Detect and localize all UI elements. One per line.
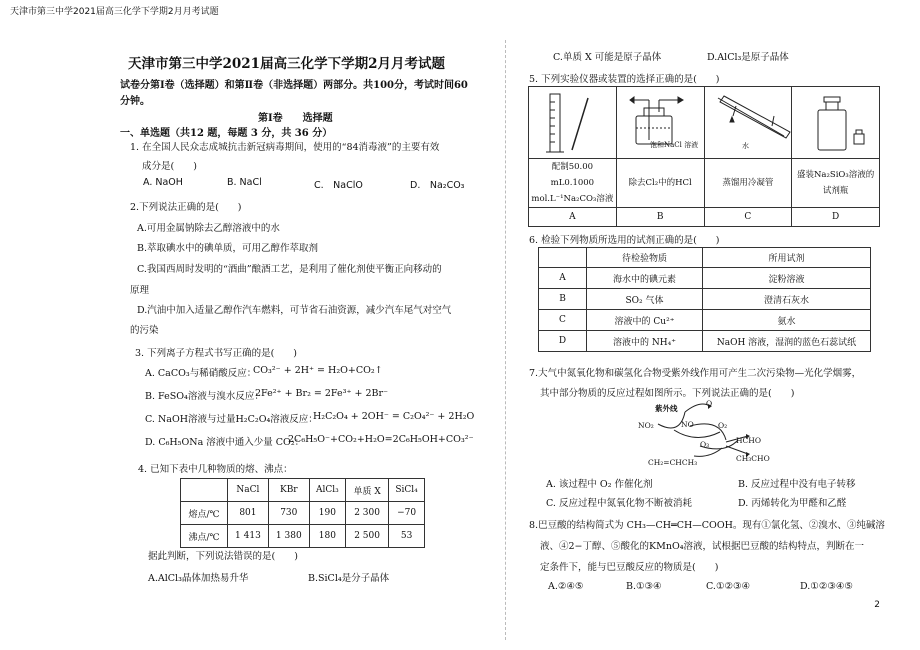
intro-line-2: 分钟。 [120,96,150,107]
q3-stem: 3. 下列离子方程式书写正确的是( ) [135,348,297,359]
q2-option-b: B.萃取碘水中的碘单质，可用乙醇作萃取剂 [137,243,319,254]
q8-stem-3: 定条件下，能与巴豆酸反应的物质是( ) [540,562,719,573]
q5-desc-cell-a [529,159,617,208]
q6-cell: 氨水 [703,310,871,331]
q7-uv-label: 紫外线 [655,404,678,413]
q5-apparatus-drawings [528,86,880,158]
q3-option-b-label: B. FeSO₄溶液与溴水反应： [145,391,264,402]
intro-line-1: 试卷分第Ⅰ卷（选择题）和第Ⅱ卷（非选择题）两部分。共100分，考试时间60 [120,80,468,91]
gas-washing-bottle-icon [630,97,683,144]
q8-stem-2: 液、④2−丁醇、⑤酸化的KMnO₄溶液，试根据巴豆酸的结构特点，判断在一 [540,541,865,552]
q6-stem: 6. 检验下列物质所选用的试剂正确的是( ) [529,235,720,246]
q3-option-b-equation: 2Fe²⁺ + Br₂ = 2Fe³⁺ + 2Br⁻ [255,388,389,399]
section-title: 第Ⅰ卷 选择题 [258,113,333,124]
q7-o2-label: O₂ [718,421,728,430]
q7-hcho-label: HCHO [736,436,761,445]
q6-header-cell: 所用试剂 [703,248,871,268]
q4-cell: 沸点/℃ [181,525,228,548]
q3-option-c-label: C. NaOH溶液与过量H₂C₂O₄溶液反应： [145,414,318,425]
q4-after-text: 据此判断，下列说法错误的是( ) [148,551,298,562]
q7-option-a: A. 该过程中 O₂ 作催化剂 [546,479,653,490]
q6-cell: D [539,331,587,352]
q3-option-d-equation: 2C₆H₅O⁻+CO₂+H₂O=2C₆H₅OH+CO₃²⁻ [288,434,474,445]
q5-desc-d-2: 试剂瓶 [822,186,849,196]
q5-letter-d: D [792,208,880,227]
q7-o3-label: O₃ [700,440,710,449]
q2-option-c-1: C.我国西周时发明的“酒曲”酿酒工艺，是利用了催化剂使平衡正向移动的 [137,264,442,275]
q6-cell: 澄清石灰水 [703,289,871,310]
q5-nacl-label: 饱和NaCl 溶液 [650,141,699,149]
q7-no2-label: NO₂ [638,421,654,430]
q4-cell: 730 [268,502,309,525]
q1-option-d: D. Na₂CO₃ [410,180,465,191]
q3-option-d-label: D. C₆H₅ONa 溶液中通入少量 CO₂： [145,437,305,448]
q4-option-c: C.单质 X 可能是原子晶体 [553,52,662,63]
q4-cell: 2 300 [346,502,389,525]
q2-option-d-2: 的污染 [130,325,159,336]
q5-desc-cell-c [704,159,792,208]
q2-stem: 2.下列说法正确的是( ) [130,202,242,213]
q5-desc-c-1: 蒸馏用冷凝管 [722,178,774,188]
q7-option-d: D. 丙烯转化为甲醛和乙醛 [738,498,847,509]
exam-title: 天津市第三中学2021届高三化学下学期2月月考试题 [128,56,445,72]
q8-option-a: A.②④⑤ [548,581,584,592]
q4-header-cell: SiCl₄ [389,479,425,502]
q5-desc-cell-b [616,159,704,208]
q4-cell: 1 413 [228,525,269,548]
q6-reagent-table [538,247,871,352]
page-header: 天津市第三中学2021届高三化学下学期2月月考试题 [10,7,219,17]
q2-option-d-1: D.汽油中加入适量乙醇作汽车燃料，可节省石油资源，减少汽车尾气对空气 [137,305,452,316]
q6-header-cell: 待检验物质 [587,248,703,268]
q6-cell: 海水中的碘元素 [587,268,703,289]
q6-cell: NaOH 溶液，湿润的蓝色石蕊试纸 [703,331,871,352]
q5-stem: 5. 下列实验仪器或装置的选择正确的是( ) [529,74,720,85]
q4-cell: 801 [228,502,269,525]
q7-stem-2: 其中部分物质的反应过程如图所示。下列说法正确的是( ) [540,388,795,399]
q4-cell: 2 500 [346,525,389,548]
q4-option-d: D.AlCl₃是原子晶体 [707,52,789,63]
q4-option-b: B.SiCl₄是分子晶体 [308,573,390,584]
q4-header-cell: KBr [268,479,309,502]
q5-desc-b-1: 除去Cl₂中的HCl [628,178,692,188]
q6-cell: 淀粉溶液 [703,268,871,289]
q7-stem-1: 7.大气中氮氧化物和碳氢化合物受紫外线作用可产生二次污染物—光化学烟雾， [529,368,862,379]
condenser-icon [718,96,790,138]
q5-desc-a-1: 配制50.00 mL0.1000 [550,162,595,188]
q8-stem-1: 8.巴豆酸的结构简式为 CH₃—CH═CH—COOH。现有①氯化氢、②溴水、③纯碱溶 [529,520,885,531]
q7-option-c: C. 反应过程中氮氧化物不断被消耗 [546,498,692,509]
q4-cell: 53 [389,525,425,548]
q4-melting-boiling-table [180,478,425,548]
q4-option-a: A.AlCl₃晶体加热易升华 [148,573,249,584]
q1-option-a: A. NaOH [143,177,183,188]
q4-cell: 熔点/℃ [181,502,228,525]
q8-option-b: B.①③④ [626,581,662,592]
q1-option-b: B. NaCl [227,177,262,188]
q6-cell: 溶液中的 Cu²⁺ [587,310,703,331]
q4-header-cell [181,479,228,502]
q5-letter-b: B [616,208,704,227]
q4-cell: 1 380 [268,525,309,548]
q5-desc-a-2: mol.L⁻¹Na₂CO₃溶液 [531,194,614,204]
q6-cell: B [539,289,587,310]
q5-water-label: 水 [742,142,749,150]
q3-option-a-equation: CO₃²⁻ + 2H⁺ = H₂O+CO₂↑ [253,365,383,376]
q5-letter-a: A [529,208,617,227]
q2-option-c-2: 原理 [130,285,150,296]
q7-propene-label: CH₂=CHCH₃ [648,458,698,467]
q4-cell: 180 [309,525,345,548]
q7-option-b: B. 反应过程中没有电子转移 [738,479,856,490]
page-number: 2 [874,600,880,610]
q3-option-c-equation: H₂C₂O₄ + 2OH⁻ = C₂O₄²⁻ + 2H₂O [313,411,475,422]
column-divider [505,40,506,640]
q7-no-label: NO [681,420,694,429]
q8-option-c: C.①②③④ [706,581,751,592]
q4-stem: 4. 已知下表中几种物质的熔、沸点： [138,464,293,475]
q1-stem-1: 1. 在全国人民众志成城抗击新冠病毒期间，使用的“84消毒液”的主要有效 [130,142,440,153]
q6-cell: 溶液中的 NH₄⁺ [587,331,703,352]
q4-header-cell: AlCl₃ [309,479,345,502]
q3-option-a-label: A. CaCO₃与稀硝酸反应： [145,368,257,379]
q1-stem-2: 成分是( ) [142,161,197,172]
q2-option-a: A.可用金属钠除去乙醇溶液中的水 [137,223,280,234]
q5-desc-cell-d [792,159,880,208]
volumetric-cylinder-icon [546,94,588,152]
q5-desc-d-1: 盛装Na₂SiO₃溶液的 [796,170,875,180]
q4-cell: 190 [309,502,345,525]
q7-ch3cho-label: CH₃CHO [736,454,770,463]
q6-header-cell [539,248,587,268]
q4-header-cell: 单质 X [346,479,389,502]
q6-cell: C [539,310,587,331]
q7-o-label: O [706,399,713,408]
q6-cell: A [539,268,587,289]
part-title: 一、单选题（共12 题，每题 3 分，共 36 分） [120,128,333,139]
q4-cell: −70 [389,502,425,525]
q8-option-d: D.①②③④⑤ [800,581,853,592]
q6-cell: SO₂ 气体 [587,289,703,310]
q4-header-cell: NaCl [228,479,269,502]
q1-option-c: C. NaClO [314,180,363,191]
q5-letter-c: C [704,208,792,227]
reagent-bottle-icon [818,97,864,150]
